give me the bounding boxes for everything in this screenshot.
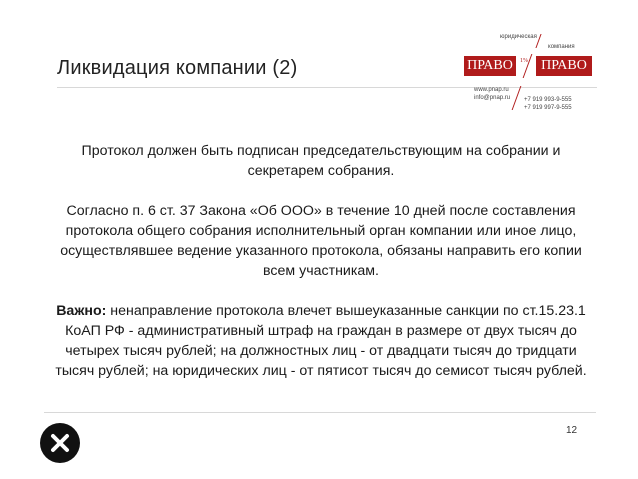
important-label: Важно: xyxy=(56,303,107,319)
logo-word-right: ПРАВО xyxy=(536,56,592,76)
logo-ratio: 1% xyxy=(520,58,528,64)
company-logo xyxy=(460,34,610,124)
logo-tagline-1: юридическая xyxy=(500,34,537,40)
logo-website: www.pnap.ru xyxy=(474,87,509,93)
close-button[interactable] xyxy=(40,423,80,463)
logo-slash xyxy=(512,86,522,110)
slide-content xyxy=(52,141,590,381)
logo-phone-1: +7 919 993-9-555 xyxy=(524,97,572,103)
close-icon xyxy=(40,423,80,463)
logo-phones xyxy=(524,96,572,112)
paragraph-signature: Протокол должен быть подписан председательствующим на собрании и секретарем собрания. xyxy=(81,143,561,179)
slide-title: Ликвидация компании (2) xyxy=(57,57,298,79)
paragraph-law: Согласно п. 6 ст. 37 Закона «Об ООО» в течение 10 дней после составления протокола общего собрания исполнительный орган компании или иное лицо, осуществлявшее ведение указанного протокола, обязаны направить его копии всем участникам. xyxy=(60,203,582,279)
logo-tagline-2: компания xyxy=(548,44,575,50)
page-number: 12 xyxy=(566,425,578,436)
paragraph-important xyxy=(52,301,590,381)
logo-word-left: ПРАВО xyxy=(464,56,516,76)
logo-email: info@pnap.ru xyxy=(474,95,511,101)
logo-web xyxy=(474,86,510,102)
footer-divider xyxy=(44,412,596,413)
logo-phone-2: +7 919 997-9-555 xyxy=(524,105,572,111)
important-text: ненаправление протокола влечет вышеуказанные санкции по ст.15.23.1 КоАП РФ - административный штраф на граждан в размере от двух тысяч до четырех тысяч рублей; на должностных лиц - от двадцати тысяч до тридцати тысяч рублей; на юридических лиц - от пятисот тысяч до семисот тысяч рублей. xyxy=(55,303,587,379)
